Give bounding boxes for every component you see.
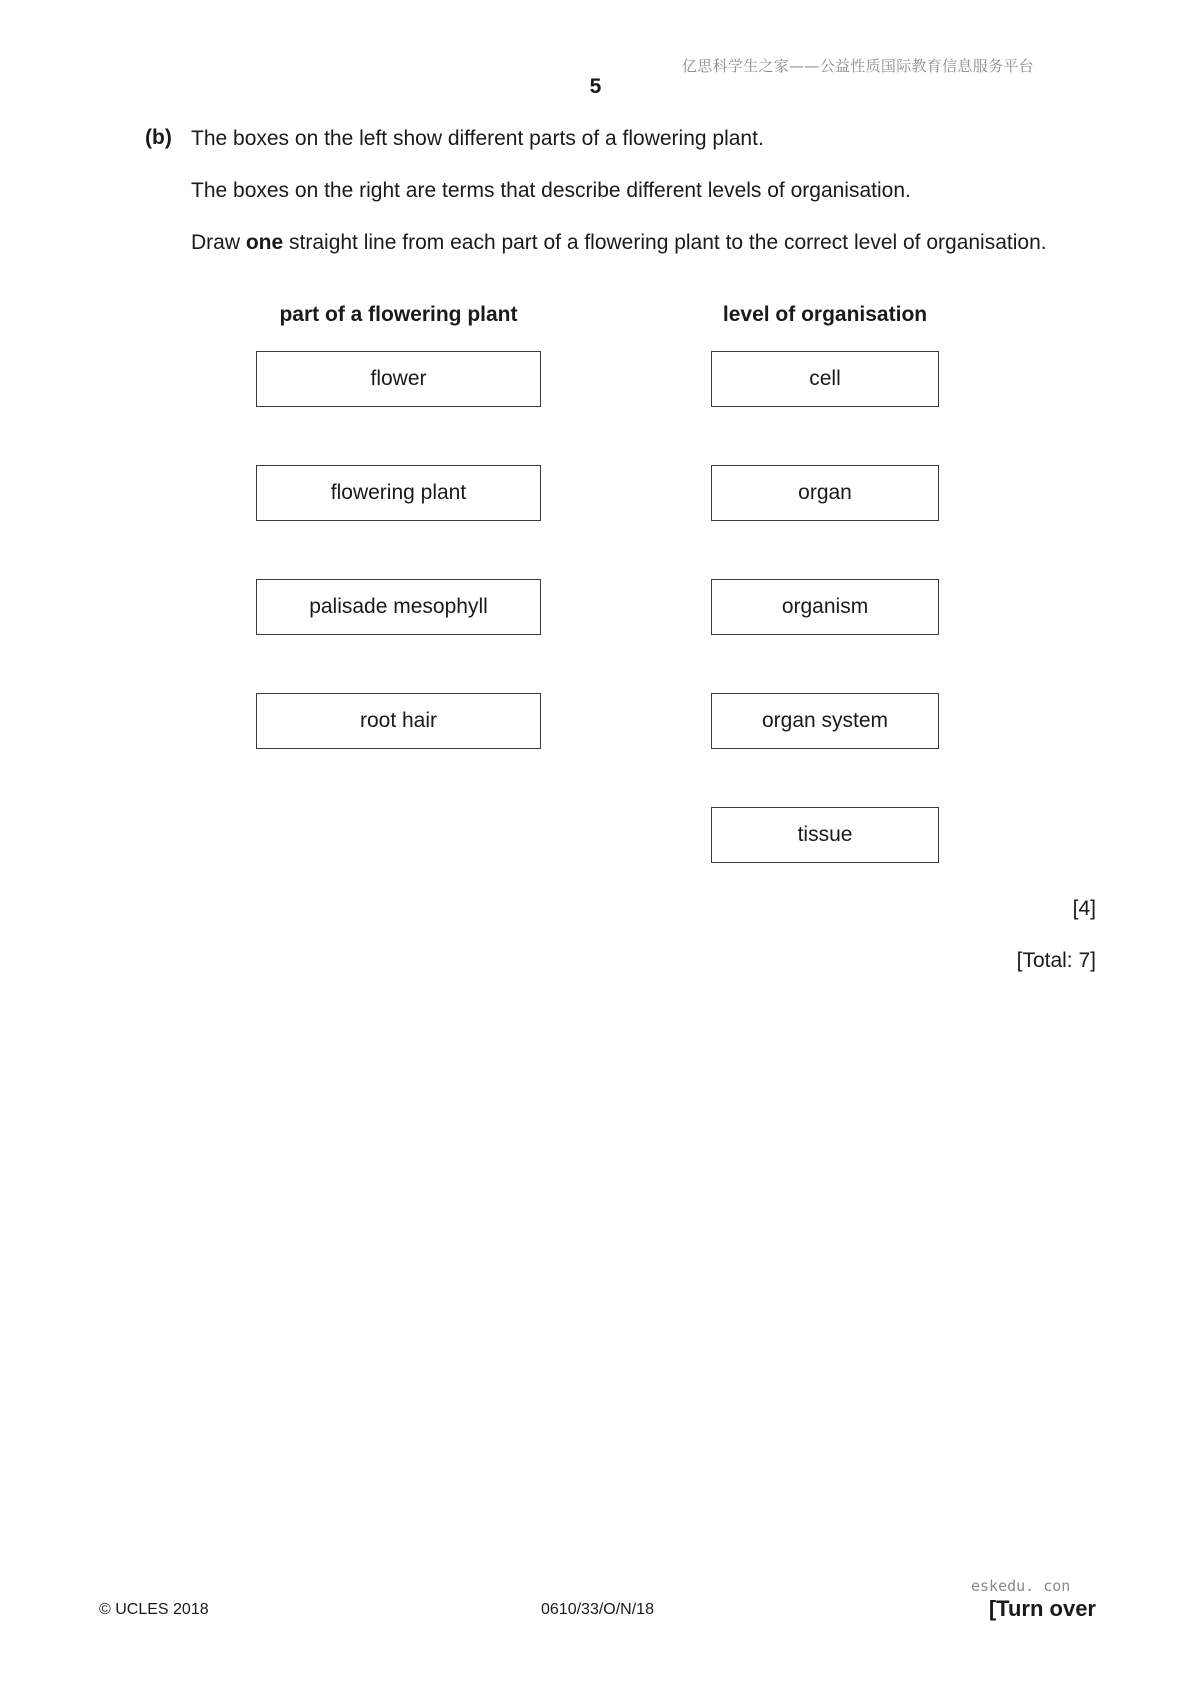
- instruction-line-3-start: Draw: [191, 231, 246, 254]
- instruction-line-2: The boxes on the right are terms that describe different levels of organisation.: [191, 179, 911, 202]
- plant-part-box-flowering-plant[interactable]: flowering plant: [256, 465, 541, 521]
- instruction-line-3-end: straight line from each part of a flowering plant to the correct level of organisation.: [283, 231, 1047, 254]
- question-part-label: (b): [145, 126, 172, 149]
- marks-indicator: [4]: [1072, 897, 1096, 920]
- instruction-line-1: The boxes on the left show different parts of a flowering plant.: [191, 127, 764, 150]
- watermark-top: 亿思科学生之家——公益性质国际教育信息服务平台: [682, 57, 1034, 75]
- plant-part-box-root-hair[interactable]: root hair: [256, 693, 541, 749]
- level-box-tissue[interactable]: tissue: [711, 807, 939, 863]
- instruction-line-3: [191, 230, 1047, 256]
- level-box-organ-system[interactable]: organ system: [711, 693, 939, 749]
- left-column-heading: part of a flowering plant: [279, 303, 518, 326]
- watermark-bottom: eskedu. con: [971, 1577, 1071, 1595]
- level-box-organ[interactable]: organ: [711, 465, 939, 521]
- plant-part-box-palisade-mesophyll[interactable]: palisade mesophyll: [256, 579, 541, 635]
- instruction-emphasis: one: [245, 231, 284, 254]
- plant-part-box-flower[interactable]: flower: [256, 351, 541, 407]
- footer-turn-over: [Turn over: [988, 1596, 1096, 1621]
- footer-paper-code: 0610/33/O/N/18: [541, 1601, 654, 1618]
- right-column-heading: level of organisation: [722, 303, 928, 326]
- total-marks: [Total: 7]: [1016, 949, 1096, 972]
- footer-copyright: © UCLES 2018: [99, 1601, 209, 1618]
- level-box-organism[interactable]: organism: [711, 579, 939, 635]
- level-box-cell[interactable]: cell: [711, 351, 939, 407]
- page-number: 5: [589, 75, 602, 98]
